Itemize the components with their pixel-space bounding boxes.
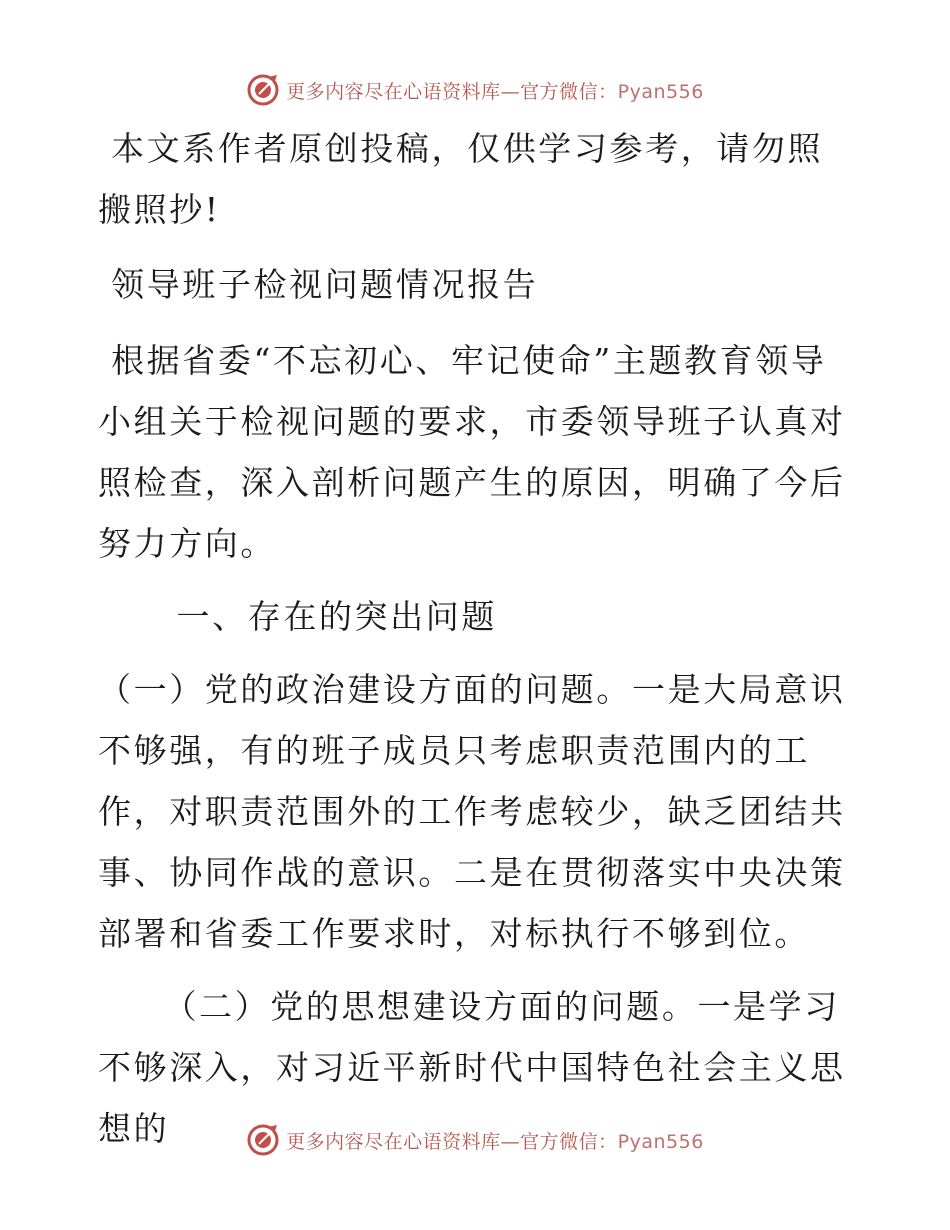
section-heading: 一、存在的突出问题 — [98, 597, 497, 636]
document-body — [98, 118, 858, 1159]
intro-paragraph: 根据省委“不忘初心、牢记使命”主题教育领导小组关于检视问题的要求，市委领导班子认真对照检查，深入剖析问题产生的原因，明确了今后努力方向。 — [98, 341, 846, 563]
pen-logo-icon — [246, 1123, 280, 1157]
watermark-text: 更多内容尽在心语资料库—官方微信： — [286, 1130, 618, 1153]
body-paragraph-1: （一）党的政治建设方面的问题。一是大局意识不够强，有的班子成员只考虑职责范围内的工作，对职责范围外的工作考虑较少，缺乏团结共事、协同作战的意识。二是在贯彻落实中央决策部署和省委工作要求时，对标执行不够到位。 — [98, 670, 846, 953]
pen-logo-icon — [246, 73, 280, 107]
header-watermark — [0, 70, 950, 110]
footer-watermark — [0, 1120, 950, 1160]
watermark-wechat-id: Pyan556 — [617, 80, 704, 103]
watermark-text: 更多内容尽在心语资料库—官方微信： — [286, 80, 618, 103]
watermark-wechat-id: Pyan556 — [617, 1130, 704, 1153]
notice-paragraph: 本文系作者原创投稿，仅供学习参考，请勿照搬照抄! — [98, 129, 824, 229]
body-paragraph-2: （二）党的思想建设方面的问题。一是学习不够深入，对习近平新时代中国特色社会主义思想的 — [98, 987, 846, 1148]
document-title: 领导班子检视问题情况报告 — [98, 265, 539, 304]
